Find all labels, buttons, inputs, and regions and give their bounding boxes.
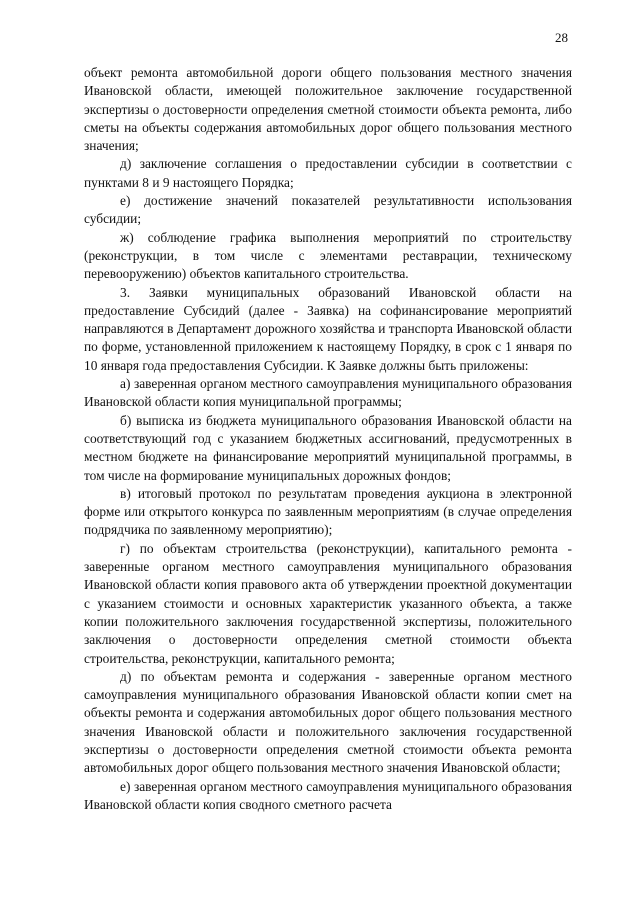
paragraph-object-repair: объект ремонта автомобильной дороги общего пользования местного значения Ивановской области, имеющей положительное заключение государственной экспертизы о достоверности определения сметной стоимости объекта ремонта, либо сметы на объекты содержания автомобильных дорог общего пользования местного значения; — [84, 65, 572, 154]
paragraph-e-indicators: е) достижение значений показателей результативности использования субсидии; — [84, 193, 572, 227]
paragraph-v-auction-protocol: в) итоговый протокол по результатам проведения аукциона в электронной форме или открытого конкурса по заявленным мероприятиям (в случае определения подрядчика по заявленному мероприятию); — [84, 485, 572, 538]
paragraph-d-agreement: д) заключение соглашения о предоставлении субсидии в соответствии с пунктами 8 и 9 настоящего Порядка; — [84, 156, 572, 190]
paragraph-a-program-copy: а) заверенная органом местного самоуправления муниципального образования Ивановской области копия муниципальной программы; — [84, 376, 572, 410]
paragraph-zh-schedule: ж) соблюдение графика выполнения мероприятий по строительству (реконструкции, в том числе с элементами реставрации, техническому перевооружению) объектов капитального строительства. — [84, 229, 572, 282]
paragraph-d-repair-objects: д) по объектам ремонта и содержания - заверенные органом местного самоуправления муниципального образования Ивановской области копии смет на объекты ремонта и содержания автомобильных дорог общего пользования местного значения Ивановской области и положительного заключения государственной экспертизы о достоверности определения сметной стоимости объекта ремонта автомобильных дорог общего пользования местного значения Ивановской области; — [84, 668, 572, 776]
page-number: 28 — [555, 30, 568, 45]
document-body — [84, 64, 572, 814]
paragraph-3-applications: 3. Заявки муниципальных образований Ивановской области на предоставление Субсидий (далее - Заявка) на софинансирование мероприятий направляются в Департамент дорожного хозяйства и транспорта Ивановской области по форме, установленной приложением к настоящему Порядку, в срок с 1 января по 10 января года предоставления Субсидии. К Заявке должны быть приложены: — [84, 284, 572, 373]
paragraph-b-budget-extract: б) выписка из бюджета муниципального образования Ивановской области на соответствующий год с указанием бюджетных ассигнований, предусмотренных в местном бюджете на финансирование мероприятий муниципальной программы, в том числе на формирование муниципальных дорожных фондов; — [84, 412, 572, 483]
paragraph-e-estimate-copy: е) заверенная органом местного самоуправления муниципального образования Ивановской области копия сводного сметного расчета — [84, 778, 572, 812]
paragraph-g-construction-objects: г) по объектам строительства (реконструкции), капитального ремонта - заверенные органом местного самоуправления муниципального образования Ивановской области копия правового акта об утверждении проектной документации с указанием стоимости и основных характеристик указанного объекта, а также копии положительного заключения государственной экспертизы, положительного заключения о достоверности определения сметной стоимости объекта строительства, реконструкции, капитального ремонта; — [84, 540, 572, 666]
